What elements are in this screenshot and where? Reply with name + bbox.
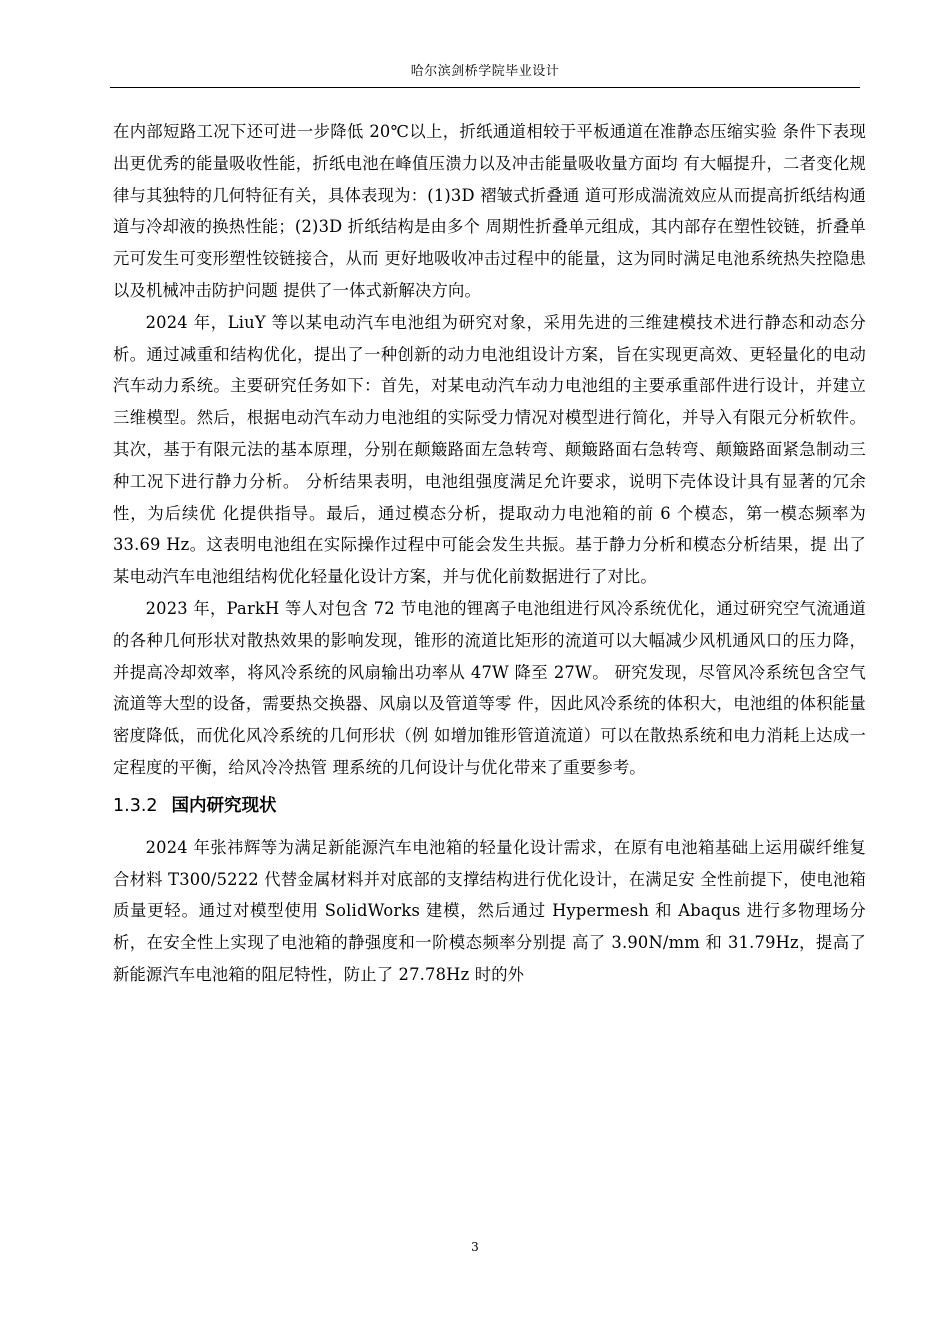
section-number: 1.3.2 [113,795,158,816]
section-heading [113,790,866,822]
header-divider [110,87,860,88]
paragraph-2: 2024 年，LiuY 等以某电动汽车电池组为研究对象，采用先进的三维建模技术进行静态和动态分析。通过减重和结构优化，提出了一种创新的动力电池组设计方案，旨在实现更高效、更轻量化的电动汽车动力系统。主要研究任务如下：首先，对某电动汽车动力电池组的主要承重部件进行设计，并建立三维模型。然后，根据电动汽车动力电池组的实际受力情况对模型进行简化，并导入有限元分析软件。其次，基于有限元法的基本原理，分别在颠簸路面左急转弯、颠簸路面右急转弯、颠簸路面紧急制动三种工况下进行静力分析。 分析结果表明，电池组强度满足允许要求，说明下壳体设计具有显著的冗余性，为后续优 化提供指导。最后，通过模态分析，提取动力电池箱的前 6 个模态，第一模态频率为 33.69 Hz。这表明电池组在实际操作过程中可能会发生共振。基于静力分析和模态分析结果，提 出了某电动汽车电池组结构优化轻量化设计方案，并与优化前数据进行了对比。 [113,312,866,587]
page-number: 3 [471,1240,479,1254]
paragraph-4: 2024 年张祎辉等为满足新能源汽车电池箱的轻量化设计需求，在原有电池箱基础上运用碳纤维复合材料 T300/5222 代替金属材料并对底部的支撑结构进行优化设计，在满足安 全性前提下，使电池箱质量更轻。通过对模型使用 SolidWorks 建模，然后通过 Hypermesh 和 Abaqus 进行多物理场分析，在安全性上实现了电池箱的静强度和一阶模态频率分别提 高了 3.90N/mm 和 31.79Hz，提高了新能源汽车电池箱的阻尼特性，防止了 27.78Hz 时的外 [113,837,866,984]
document-body [113,116,866,991]
paragraph-3: 2023 年，ParkH 等人对包含 72 节电池的锂离子电池组进行风冷系统优化，通过研究空气流通道的各种几何形状对散热效果的影响发现，锥形的流道比矩形的流道可以大幅减少风机通风口的压力降，并提高冷却效率，将风冷系统的风扇输出功率从 47W 降至 27W。 研究发现，尽管风冷系统包含空气流道等大型的设备，需要热交换器、风扇以及管道等零 件，因此风冷系统的体积大，电池组的体积能量密度降低，而优化风冷系统的几何形状（例 如增加锥形管道流道）可以在散热系统和电力消耗上达成一定程度的平衡，给风冷冷热管 理系统的几何设计与优化带来了重要参考。 [113,598,866,777]
page-header-title: 哈尔滨剑桥学院毕业设计 [410,64,560,79]
paragraph-1: 在内部短路工况下还可进一步降低 20℃以上，折纸通道相较于平板通道在准静态压缩实验 条件下表现出更优秀的能量吸收性能，折纸电池在峰值压溃力以及冲击能量吸收量方面均 有大幅提升，二者变化规律与其独特的几何特征有关，具体表现为：(1)3D 褶皱式折叠通 道可形成湍流效应从而提高折纸结构通道与冷却液的换热性能；(2)3D 折纸结构是由多个 周期性折叠单元组成，其内部存在塑性铰链，折叠单元可发生可变形塑性铰链接合，从而 更好地吸收冲击过程中的能量，这为同时满足电池系统热失控隐患以及机械冲击防护问题 提供了一体式新解决方向。 [113,122,866,300]
section-title: 国内研究现状 [171,795,277,816]
